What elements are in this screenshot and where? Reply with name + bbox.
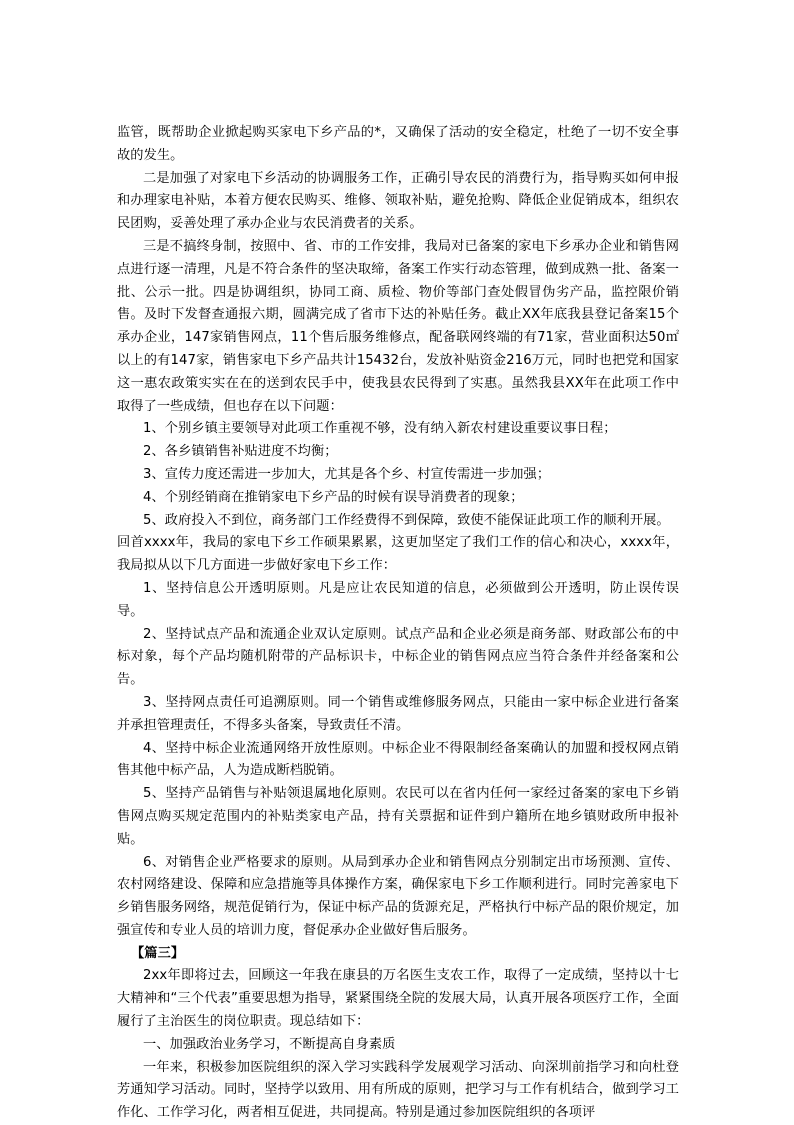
principle-item-6: 6、对销售企业严格要求的原则。从局到承办企业和销售网点分别制定出市场预测、宣传、农村网络建设、保障和应急措施等具体操作方案，确保家电下乡工作顺利进行。同时完善家电下乡销售服务网络，规范促销行为，保证中标产品的货源充足，严格执行中标产品的限价规定，加强宣传和专业人员的培训力度，督促承办企业做好售后服务。 — [117, 854, 679, 938]
paragraph-study: 一年来，积极参加医院组织的深入学习实践科学发展观学习活动、向深圳前指学习和向杜登芳通知学习活动。同时，坚持学以致用、用有所成的原则，把学习与工作有机结合，做到学习工作化、工作学习化，两者相互促进，共同提高。特别是通过参加医院组织的各项评 — [117, 1059, 679, 1121]
document-body — [117, 122, 679, 1125]
paragraph-continuation: 监管，既帮助企业掀起购买家电下乡产品的*，又确保了活动的安全稳定，杜绝了一切不安全事故的发生。 — [117, 125, 679, 163]
principle-item-1: 1、坚持信息公开透明原则。凡是应让农民知道的信息，必须做到公开透明，防止误传误导。 — [117, 580, 679, 619]
principle-item-3: 3、坚持网点责任可追溯原则。同一个销售或维修服务网点，只能由一家中标企业进行备案并承担管理责任，不得多头备案，导致责任不清。 — [117, 694, 679, 733]
problem-item-4: 4、个别经销商在推销家电下乡产品的时候有误导消费者的现象； — [143, 489, 524, 505]
principle-item-5: 5、坚持产品销售与补贴领退属地化原则。农民可以在省内任何一家经过备案的家电下乡销售网点购买规定范围内的补贴类家电产品，持有关票据和证件到户籍所在地乡镇财政所申报补贴。 — [117, 786, 679, 847]
section-heading: 【篇三】 — [131, 945, 185, 961]
principle-item-2: 2、坚持试点产品和流通企业双认定原则。试点产品和企业必须是商务部、财政部公布的中标对象，每个产品均随机附带的产品标识卡，中标企业的销售网点应当符合条件并经备案和公告。 — [117, 626, 679, 688]
problem-item-2: 2、各乡镇销售补贴进度不均衡； — [143, 444, 338, 460]
paragraph-intro: 2xx年即将过去，回顾这一年我在康县的万名医生支农工作，取得了一定成绩，坚持以十七大精神和“三个代表”重要思想为指导，紧紧围绕全院的发展大局，认真开展各项医疗工作，全面履行了主治医生的岗位职责。现总结如下： — [117, 968, 679, 1030]
problem-item-3: 3、宣传力度还需进一步加大，尤其是各个乡、村宣传需进一步加强； — [143, 466, 551, 482]
principle-item-4: 4、坚持中标企业流通网络开放性原则。中标企业不得限制经备案确认的加盟和授权网点销售其他中标产品，人为造成断档脱销。 — [117, 740, 679, 779]
paragraph-coordination: 二是加强了对家电下乡活动的协调服务工作，正确引导农民的消费行为，指导购买如何申报和办理家电补贴，本着方便农民购买、维修、领取补贴，避免抢购、降低企业促销成本，组织农民团购，妥善处理了承办企业与农民消费者的关系。 — [117, 170, 679, 232]
paragraph-review: 回首xxxx年，我局的家电下乡工作硕果累累，这更加坚定了我们工作的信心和决心，xxxx年，我局拟从以下几方面进一步做好家电下乡工作： — [117, 535, 679, 574]
problem-item-5: 5、政府投入不到位，商务部门工作经费得不到保障，致使不能保证此项工作的顺利开展。 — [143, 512, 670, 528]
paragraph-cleanup: 三是不搞终身制，按照中、省、市的工作安排，我局对已备案的家电下乡承办企业和销售网点进行逐一清理，凡是不符合条件的坚决取缔，备案工作实行动态管理，做到成熟一批、备案一批、公示一批。四是协调组织，协同工商、质检、物价等部门查处假冒伪劣产品，监控限价销售。及时下发督查通报六期，圆满完成了省市下达的补贴任务。截止XX年底我县登记备案15个承办企业，147家销售网点，11个售后服务维修点，配备联网终端的有71家，营业面积达50㎡以上的有147家，销售家电下乡产品共计15432台，发放补贴资金216万元，同时也把党和国家这一惠农政策实实在在的送到农民手中，使我县农民得到了实惠。虽然我县XX年在此项工作中取得了一些成绩，但也存在以下问题： — [117, 238, 679, 414]
subsection-heading: 一、加强政治业务学习，不断提高自身素质 — [143, 1036, 396, 1052]
problem-item-1: 1、个别乡镇主要领导对此项工作重视不够，没有纳入新农村建设重要议事日程； — [143, 421, 617, 437]
